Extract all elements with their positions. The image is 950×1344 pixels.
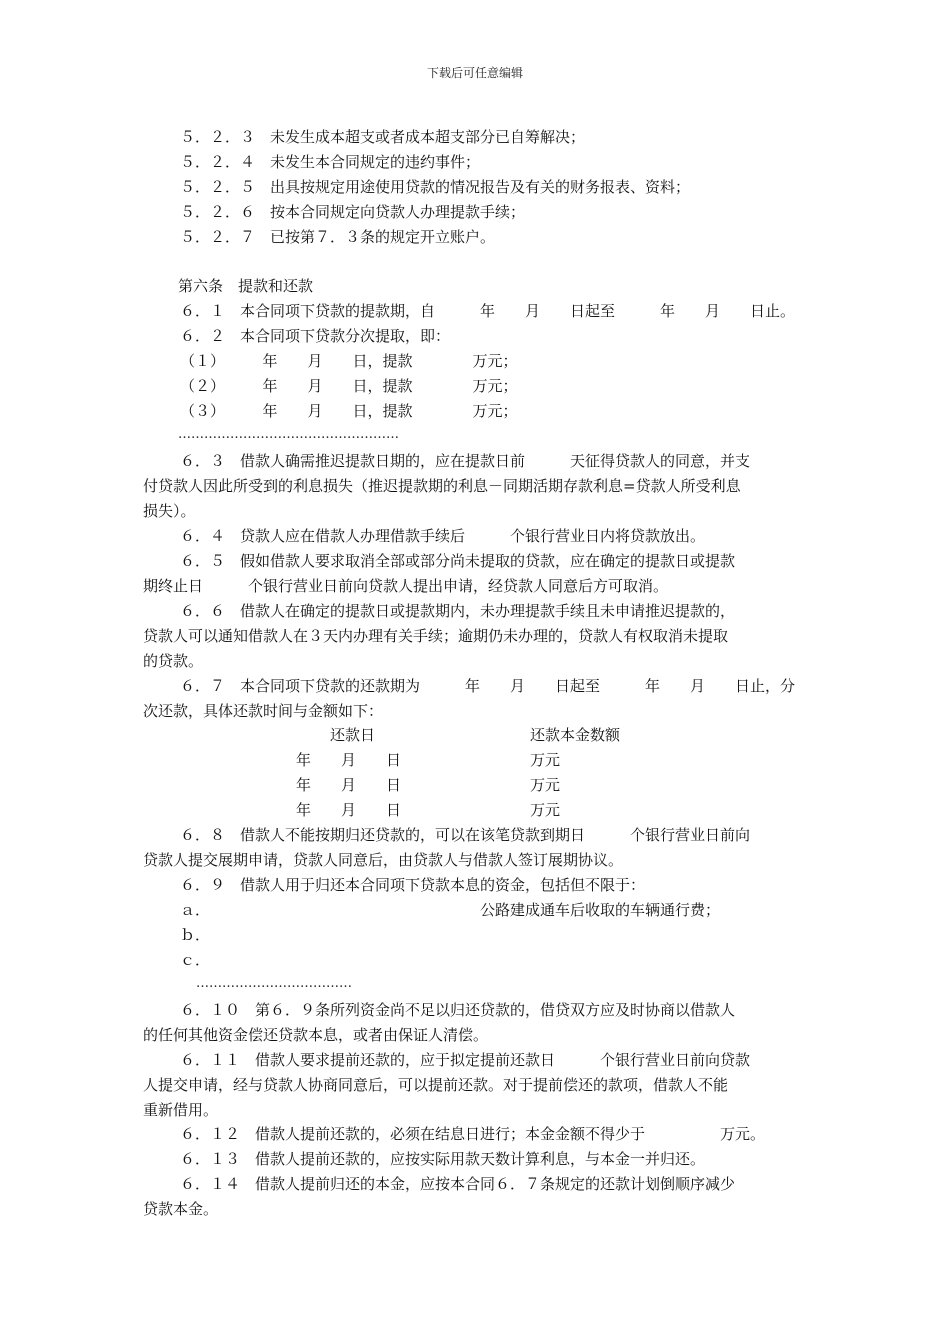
fund-item-c-label: ｃ． bbox=[180, 951, 211, 969]
repay-row-3-date: 年 月 日 bbox=[296, 801, 402, 819]
clause-6-5-line-1: ６．５ 假如借款人要求取消全部或部分尚未提取的贷款，应在确定的提款日或提款 bbox=[180, 552, 736, 570]
repay-row-1-date: 年 月 日 bbox=[296, 751, 402, 769]
clause-6-6-line-1: ６．６ 借款人在确定的提款日或提款期内，未办理提款手续且未申请推迟提款的， bbox=[180, 602, 736, 620]
clause-6-5-line-2: 期终止日 个银行营业日前向贷款人提出申请，经贷款人同意后方可取消。 bbox=[143, 577, 669, 595]
clause-6-9: ６．９ 借款人用于归还本合同项下贷款本息的资金，包括但不限于： bbox=[180, 876, 646, 894]
clause-5-2-7: ５．２．７ 已按第７．３条的规定开立账户。 bbox=[180, 228, 496, 246]
repay-col-date-header: 还款日 bbox=[330, 726, 376, 744]
draw-item-3: （３） 年 月 日，提款 万元； bbox=[180, 402, 518, 420]
clause-6-7-line-1: ６．７ 本合同项下贷款的还款期为 年 月 日起至 年 月 日止，分 bbox=[180, 677, 796, 695]
clause-6-6-line-3: 的贷款。 bbox=[143, 652, 204, 670]
clause-5-2-6: ５．２．６ 按本合同规定向贷款人办理提款手续； bbox=[180, 203, 526, 221]
fund-item-a-text: 公路建成通车后收取的车辆通行费； bbox=[480, 901, 721, 919]
clause-6-4: ６．４ 贷款人应在借款人办理借款手续后 个银行营业日内将贷款放出。 bbox=[180, 527, 706, 545]
repay-row-2-date: 年 月 日 bbox=[296, 776, 402, 794]
clause-6-8-line-2: 贷款人提交展期申请，贷款人同意后，由贷款人与借款人签订展期协议。 bbox=[143, 851, 624, 869]
clause-6-7-line-2: 次还款，具体还款时间与金额如下： bbox=[143, 702, 384, 720]
clause-6-10-line-1: ６．１０ 第６．９条所列资金尚不足以归还贷款的，借贷双方应及时协商以借款人 bbox=[180, 1001, 736, 1019]
ellipsis-divider-2: ……………………………… bbox=[196, 976, 352, 991]
clause-6-2: ６．２ 本合同项下贷款分次提取，即： bbox=[180, 327, 451, 345]
clause-6-8-line-1: ６．８ 借款人不能按期归还贷款的，可以在该笔贷款到期日 个银行营业日前向 bbox=[180, 826, 751, 844]
repay-col-amount-header: 还款本金数额 bbox=[530, 726, 621, 744]
page-header-note: 下载后可任意编辑 bbox=[426, 66, 523, 80]
draw-item-1: （１） 年 月 日，提款 万元； bbox=[180, 352, 518, 370]
repay-row-2-amount: 万元 bbox=[530, 776, 561, 794]
clause-6-6-line-2: 贷款人可以通知借款人在３天内办理有关手续；逾期仍未办理的，贷款人有权取消未提取 bbox=[143, 627, 729, 645]
clause-6-3-line-3: 损失）。 bbox=[143, 502, 196, 520]
fund-item-a-label: ａ． bbox=[180, 901, 211, 919]
clause-5-2-5: ５．２．５ 出具按规定用途使用贷款的情况报告及有关的财务报表、资料； bbox=[180, 178, 691, 196]
clause-6-1: ６．１ 本合同项下贷款的提款期，自 年 月 日起至 年 月 日止。 bbox=[180, 302, 796, 320]
clause-6-14-line-1: ６．１４ 借款人提前归还的本金，应按本合同６．７条规定的还款计划倒顺序减少 bbox=[180, 1175, 736, 1193]
clause-6-13: ６．１３ 借款人提前还款的，应按实际用款天数计算利息，与本金一并归还。 bbox=[180, 1150, 706, 1168]
clause-6-3-line-1: ６．３ 借款人确需推迟提款日期的，应在提款日前 天征得贷款人的同意，并支 bbox=[180, 452, 751, 470]
draw-item-2: （２） 年 月 日，提款 万元； bbox=[180, 377, 518, 395]
fund-item-b-label: ｂ． bbox=[180, 926, 211, 944]
ellipsis-divider-1: …………………………………………… bbox=[178, 427, 399, 442]
clause-6-14-line-2: 贷款本金。 bbox=[143, 1200, 219, 1218]
repay-row-1-amount: 万元 bbox=[530, 751, 561, 769]
repay-row-3-amount: 万元 bbox=[530, 801, 561, 819]
clause-6-3-line-2: 付贷款人因此所受到的利息损失（推迟提款期的利息－同期活期存款利息=贷款人所受利息 bbox=[143, 477, 741, 495]
clause-6-11-line-1: ６．１１ 借款人要求提前还款的，应于拟定提前还款日 个银行营业日前向贷款 bbox=[180, 1051, 751, 1069]
clause-6-11-line-2: 人提交申请，经与贷款人协商同意后，可以提前还款。对于提前偿还的款项，借款人不能 bbox=[143, 1076, 729, 1094]
article-6-title: 第六条 提款和还款 bbox=[178, 277, 314, 295]
clause-6-12: ６．１２ 借款人提前还款的，必须在结息日进行；本金金额不得少于 万元。 bbox=[180, 1125, 766, 1143]
clause-5-2-3: ５．２．３ 未发生成本超支或者成本超支部分已自筹解决； bbox=[180, 128, 586, 146]
clause-5-2-4: ５．２．４ 未发生本合同规定的违约事件； bbox=[180, 153, 481, 171]
clause-6-10-line-2: 的任何其他资金偿还贷款本息，或者由保证人清偿。 bbox=[143, 1026, 489, 1044]
clause-6-11-line-3: 重新借用。 bbox=[143, 1101, 219, 1119]
